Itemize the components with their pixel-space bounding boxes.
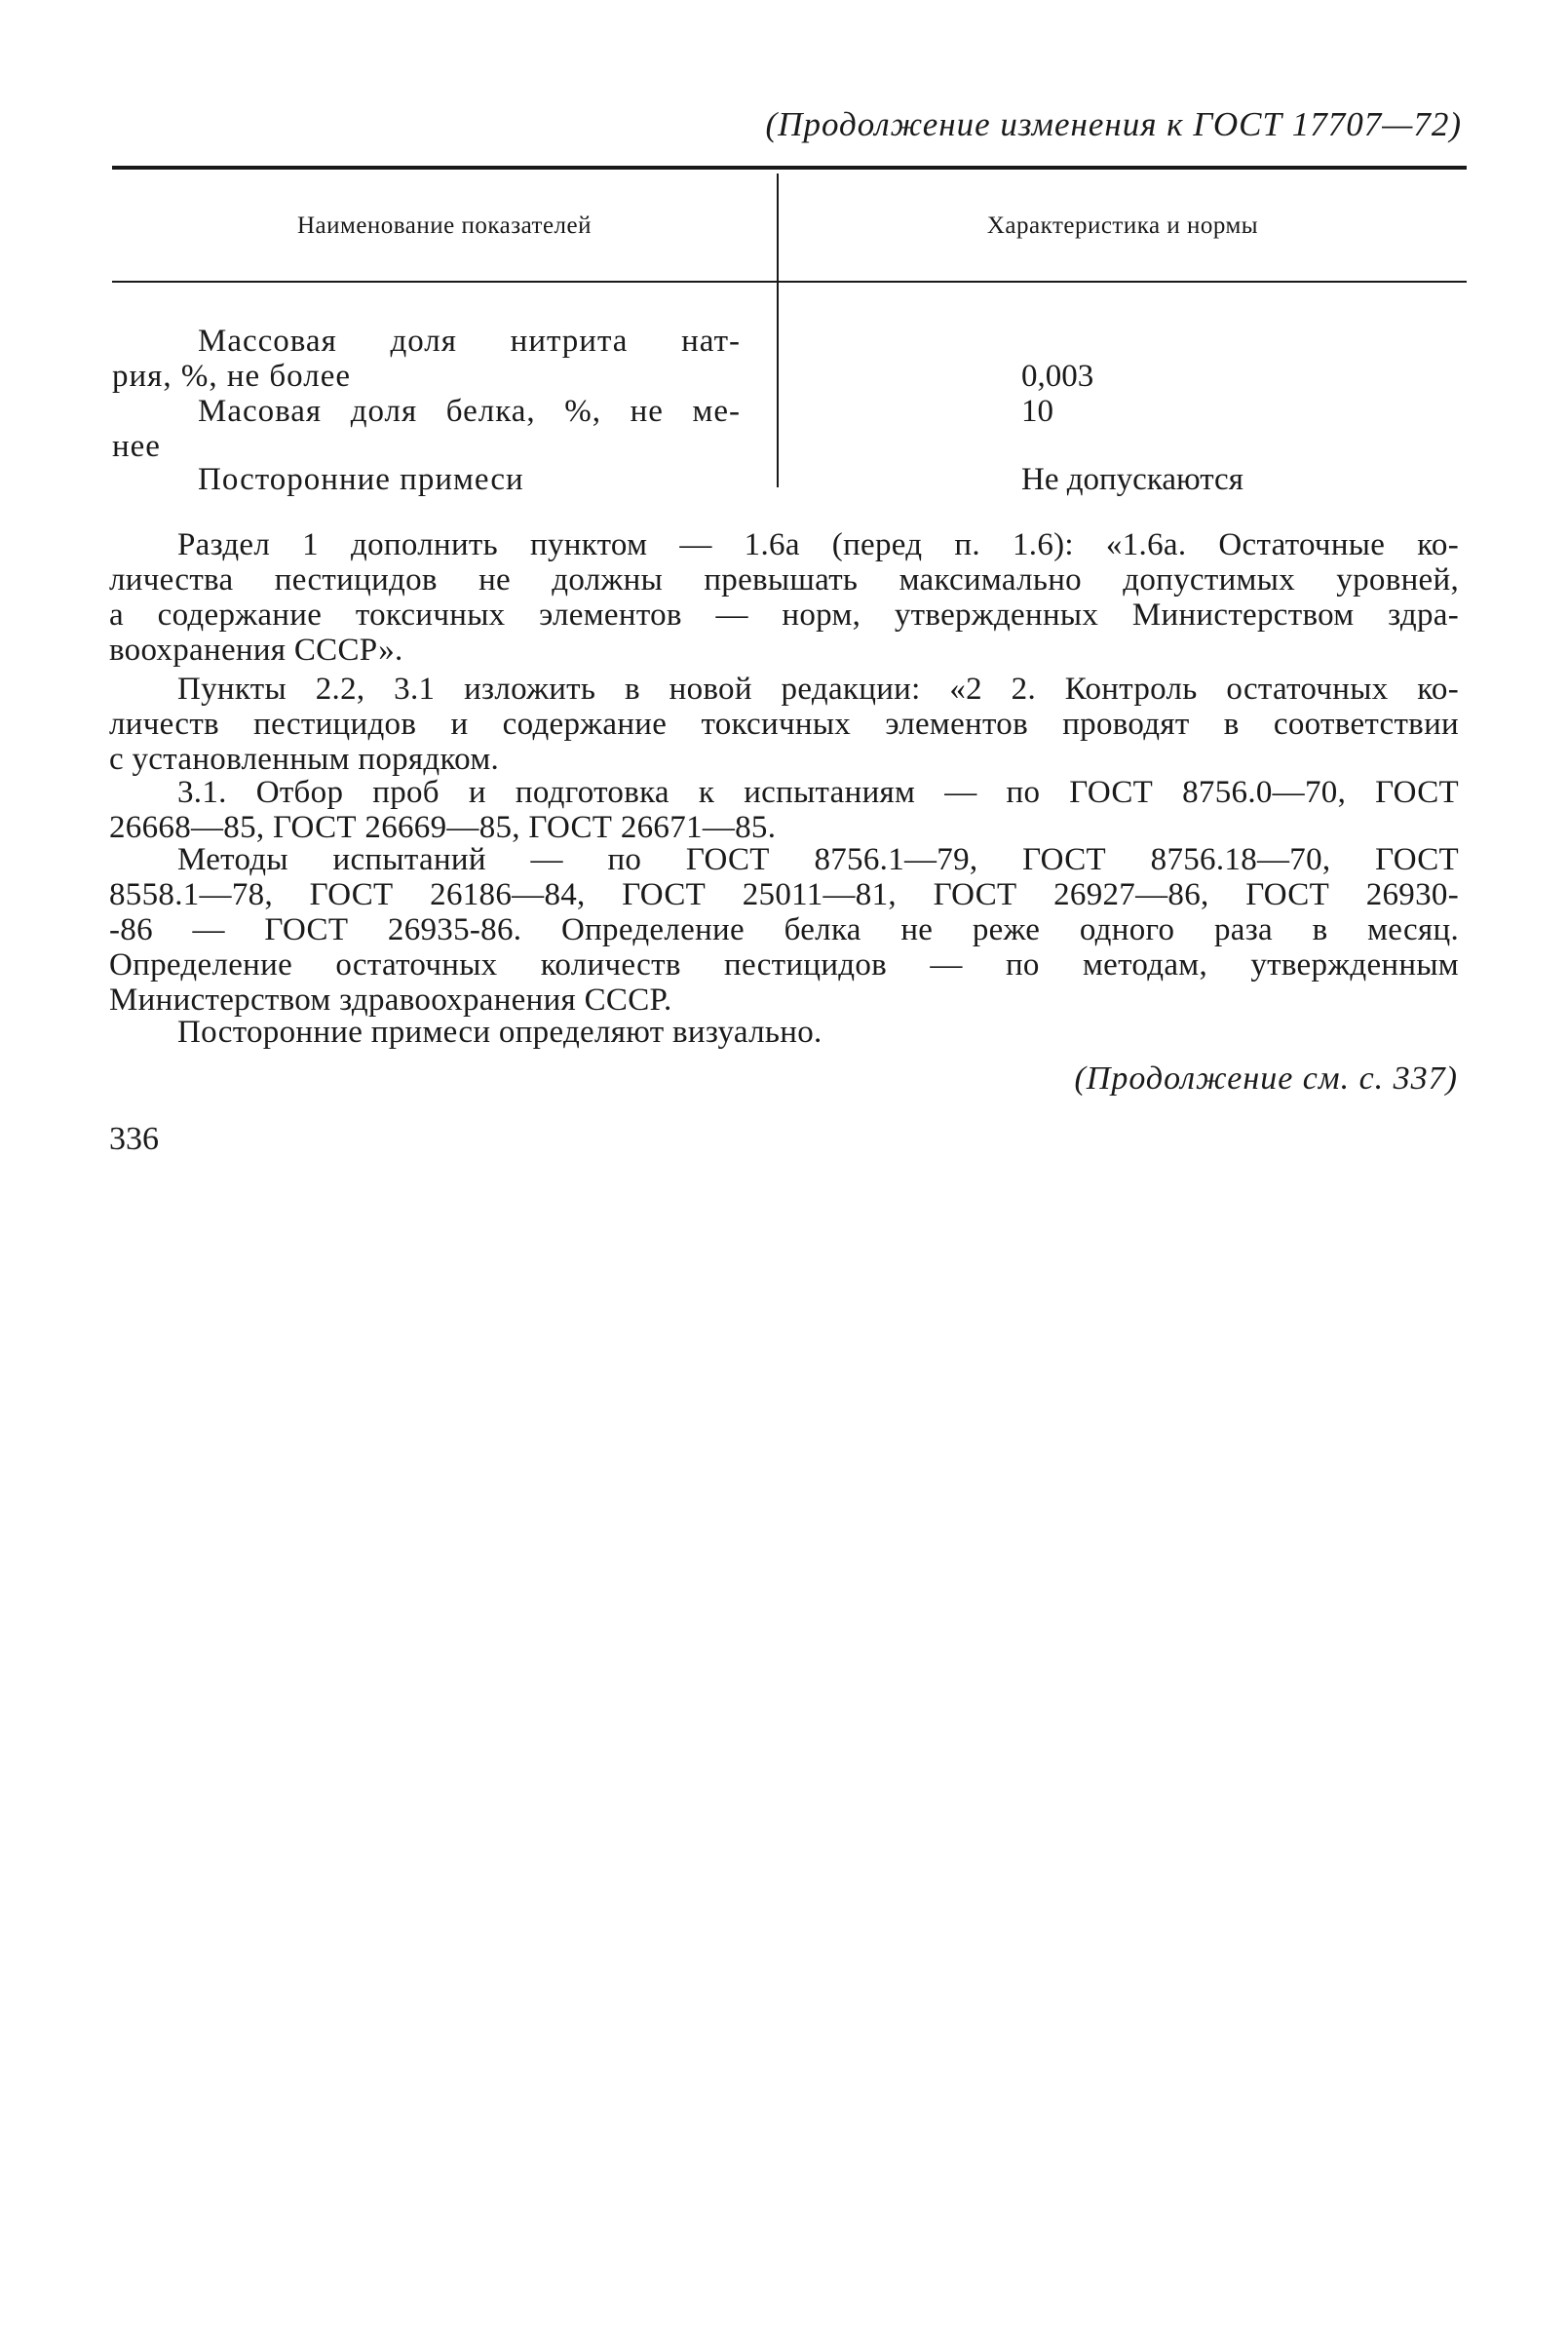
table-row-name (112, 324, 741, 394)
table-row-name-line: Посторонние примеси (198, 462, 524, 497)
paragraph-line: -86 — ГОСТ 26935-86. Определение белка не реже одного раза в месяц. (109, 912, 1459, 947)
table-row-value: 10 (1021, 394, 1053, 429)
table-row-value: Не допускаются (1021, 462, 1243, 497)
paragraph-sampling (109, 775, 1459, 845)
paragraph-line: с установленным порядком. (109, 742, 500, 777)
table-row-value: 0,003 (1021, 359, 1094, 394)
paragraph-impurities (109, 1015, 1459, 1050)
table-row-name (112, 462, 741, 497)
paragraph-line: 26668—85, ГОСТ 26669—85, ГОСТ 26671—85. (109, 810, 777, 845)
paragraph-line: Посторонние примеси определяют визуально. (177, 1015, 822, 1050)
table-header-name: Наименование показателей (296, 212, 593, 239)
table-row-name-line: рия, %, не более (112, 359, 352, 394)
paragraph-line: а содержание токсичных элементов — норм, утвержденных Министерством здра- (109, 597, 1459, 633)
running-head: (Продолжение изменения к ГОСТ 17707—72) (765, 105, 1462, 143)
paragraph-line: Методы испытаний — по ГОСТ 8756.1—79, ГОСТ 8756.18—70, ГОСТ (177, 842, 1459, 877)
paragraph-line: Раздел 1 дополнить пунктом — 1.6а (перед п. 1.6): «1.6а. Остаточные ко- (177, 527, 1459, 562)
paragraph-test-methods (109, 842, 1459, 1018)
paragraph-line: Министерством здравоохранения СССР. (109, 983, 672, 1018)
table-top-rule (112, 166, 1467, 170)
paragraph-line: Пункты 2.2, 3.1 изложить в новой редакции: «2 2. Контроль остаточных ко- (177, 672, 1459, 707)
paragraph-line: личества пестицидов не должны превышать максимально допустимых уровней, (109, 562, 1459, 597)
table-row-name-line: Массовая доля нитрита нат- (198, 324, 741, 359)
paragraph-line: 3.1. Отбор проб и подготовка к испытаниям — по ГОСТ 8756.0—70, ГОСТ (177, 775, 1459, 810)
paragraph-section-1 (109, 527, 1459, 668)
table-row-name-line: нее (112, 429, 161, 464)
page-number: 336 (109, 1121, 159, 1157)
paragraph-line: 8558.1—78, ГОСТ 26186—84, ГОСТ 25011—81, ГОСТ 26927—86, ГОСТ 26930- (109, 877, 1459, 912)
table-header-rule (112, 281, 1467, 283)
paragraph-line: личеств пестицидов и содержание токсичных элементов проводят в соответствии (109, 707, 1459, 742)
paragraph-line: Определение остаточных количеств пестицидов — по методам, утвержденным (109, 947, 1459, 983)
table-header-value: Характеристика и нормы (986, 212, 1259, 239)
table-row-name-line: Масовая доля белка, %, не ме- (198, 394, 741, 429)
paragraph-points-2-3 (109, 672, 1459, 777)
table-row-name (112, 394, 741, 464)
continuation-note: (Продолжение см. с. 337) (1074, 1060, 1458, 1097)
paragraph-line: воохранения СССР». (109, 633, 403, 668)
